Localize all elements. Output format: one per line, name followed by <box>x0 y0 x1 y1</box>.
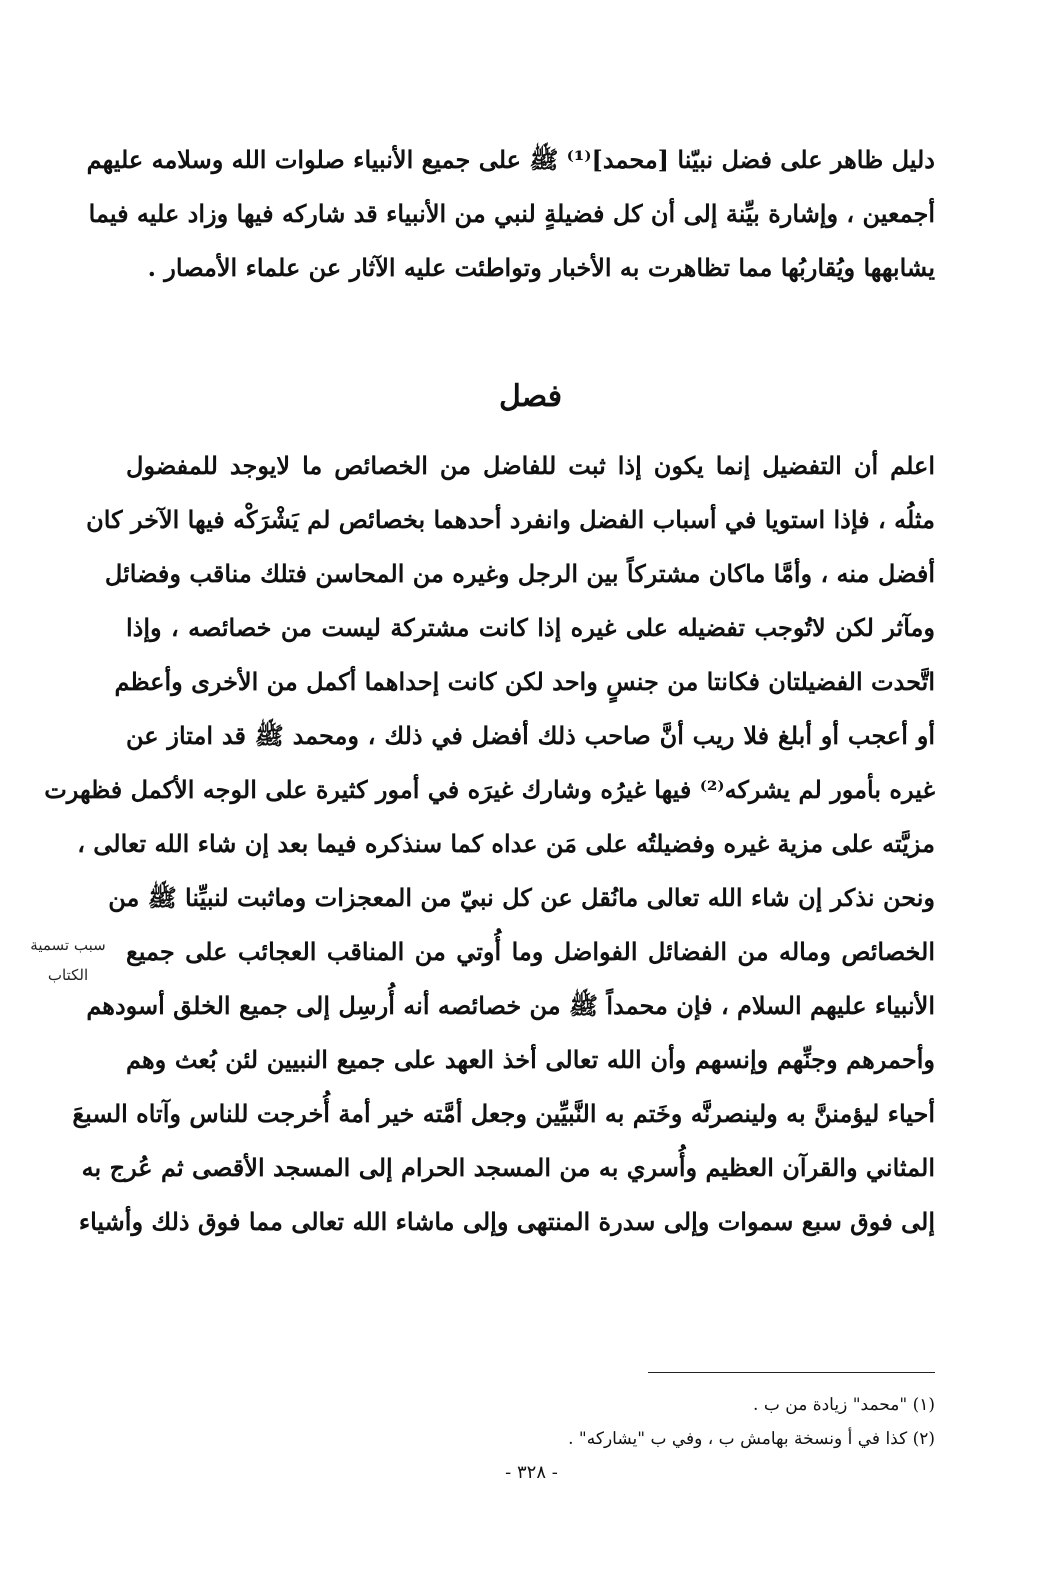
text-line: المثاني والقرآن العظيم وأُسري به من المسجد الحرام إلى المسجد الأقصى ثم عُرج به <box>81 1153 935 1182</box>
text-line: وأحمرهم وجنِّهم وإنسهم وأن الله تعالى أخذ العهد على جميع النبيين لئن بُعث وهم <box>126 1045 935 1074</box>
text-line: دليل ظاهر على فضل نبيّنا [محمد]⁽¹⁾ ﷺ على جميع الأنبياء صلوات الله وسلامه عليهم <box>86 145 935 174</box>
text-line: الخصائص وماله من الفضائل الفواضل وما أُوتي من المناقب العجائب على جميع <box>126 937 936 966</box>
text-line: مزيَّته على مزية غيره وفضيلتُه على مَن عداه كما سنذكره فيما بعد إن شاء الله تعالى ، <box>77 829 935 858</box>
text-line: الأنبياء عليهم السلام ، فإن محمداً ﷺ من خصائصه أنه أُرسِل إلى جميع الخلق أسودهم <box>86 991 935 1020</box>
margin-note <box>18 930 118 990</box>
margin-note-line: الكتاب <box>47 966 89 984</box>
text-line: أجمعين ، وإشارة بيِّنة إلى أن كل فضيلةٍ لنبي من الأنبياء قد شاركه فيها وزاد عليه فيما <box>88 199 935 228</box>
footnotes <box>126 1388 935 1456</box>
text-line: مثلُه ، فإذا استويا في أسباب الفضل وانفرد أحدهما بخصائص لم يَشْرَكْه فيها الآخر كان <box>86 505 935 534</box>
text-line: أو أعجب أو أبلغ فلا ريب أنَّ صاحب ذلك أفضل في ذلك ، ومحمد ﷺ قد امتاز عن <box>126 721 935 750</box>
section-heading: فصل <box>498 379 563 414</box>
footnote-separator <box>648 1372 935 1373</box>
footnote-2: (٢) كذا في أ ونسخة بهامش ب ، وفي ب "يشاركه" . <box>568 1429 935 1449</box>
text-line: اعلم أن التفضيل إنما يكون إذا ثبت للفاضل من الخصائص ما لايوجد للمفضول <box>126 451 935 480</box>
text-line: ونحن نذكر إن شاء الله تعالى مانُقل عن كل نبيّ من المعجزات وماثبت لنبيِّنا ﷺ من <box>108 883 935 912</box>
text-line: اتَّحدت الفضيلتان فكانتا من جنسٍ واحد لكن كانت إحداهما أكمل من الأخرى وأعظم <box>114 667 935 696</box>
margin-note-line: سبب تسمية <box>30 936 106 954</box>
footnote-1: (١) "محمد" زيادة من ب . <box>753 1395 935 1415</box>
text-line: غيره بأمور لم يشركه⁽²⁾ فيها غيرُه وشارك غيرَه في أمور كثيرة على الوجه الأكمل فظهرت <box>44 775 935 804</box>
text-line: أحياء ليؤمننَّ به ولينصرنَّه وخَتم به النَّبيِّين وجعل أمَّته خير أمة أُخرجت للناس وآتاه السبعَ <box>72 1099 935 1128</box>
text-line: أفضل منه ، وأمَّا ماكان مشتركاً بين الرجل وغيره من المحاسن فتلك مناقب وفضائل <box>104 559 935 588</box>
page-number: - ٣٢٨ - <box>505 1462 558 1483</box>
text-line: ومآثر لكن لاتُوجب تفضيله على غيره إذا كانت مشتركة ليست من خصائصه ، وإذا <box>126 613 935 642</box>
text-line: إلى فوق سبع سموات وإلى سدرة المنتهى وإلى ماشاء الله تعالى مما فوق ذلك وأشياء <box>78 1207 935 1236</box>
intro-paragraph <box>86 133 935 295</box>
text-line: يشابهها ويُقاربُها مما تظاهرت به الأخبار وتواطئت عليه الآثار عن علماء الأمصار . <box>147 253 935 282</box>
